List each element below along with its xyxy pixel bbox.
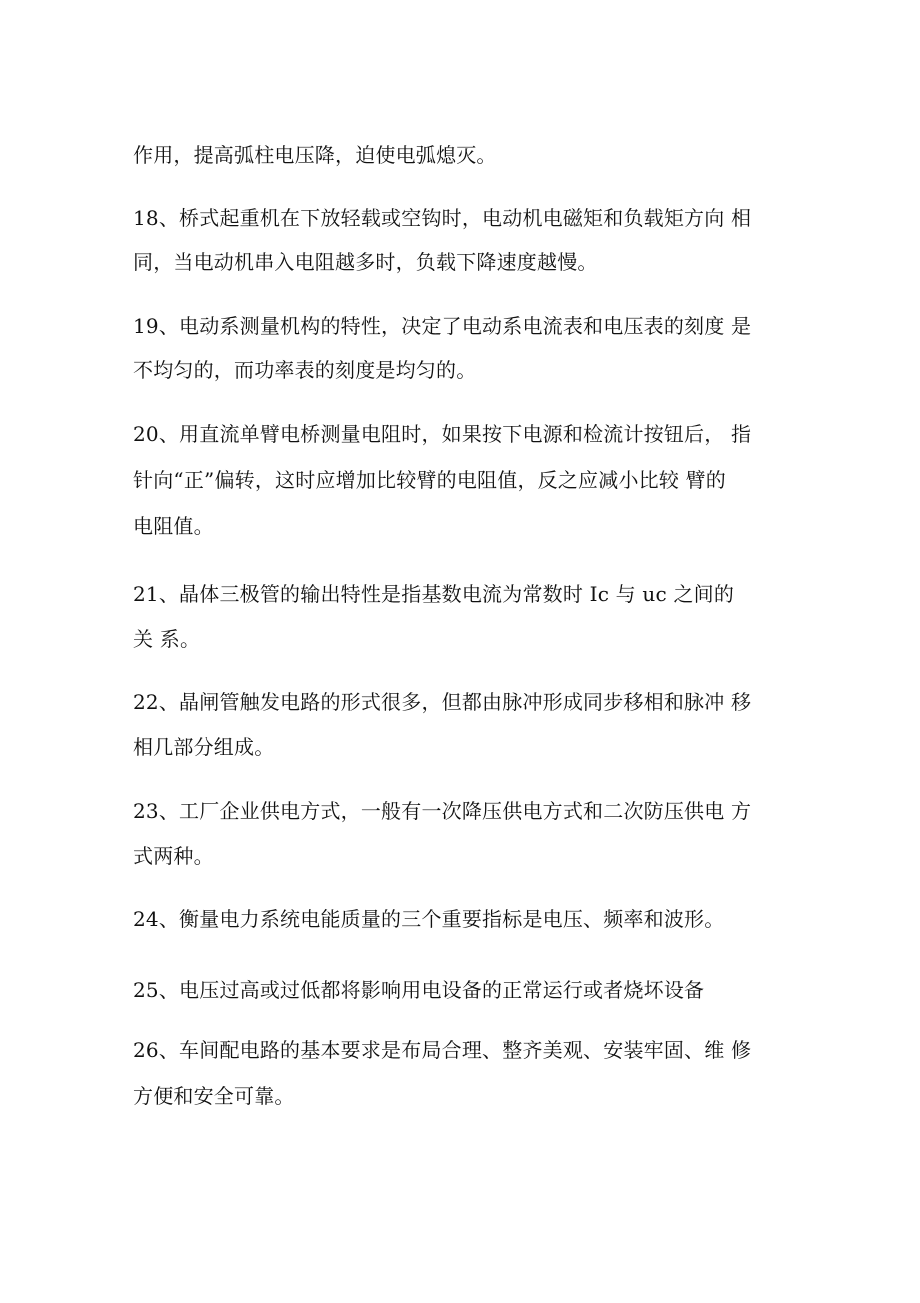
item-22-line-2: 相几部分组成。	[133, 735, 275, 759]
item-26-line-2: 方便和安全可靠。	[133, 1084, 295, 1108]
item-21-line-2: 关 系。	[133, 627, 201, 651]
item-23-line-2: 式两种。	[133, 844, 214, 868]
item-20-line-3: 电阻值。	[133, 514, 214, 538]
item-23-line-1: 23、工厂企业供电方式，一般有一次降压供电方式和二次防压供电 方	[133, 799, 752, 823]
item-25-line-1: 25、电压过高或过低都将影响用电设备的正常运行或者烧坏设备	[133, 978, 705, 1002]
item-18-line-1: 18、桥式起重机在下放轻载或空钩时，电动机电磁矩和负载矩方向 相	[133, 206, 752, 230]
item-22-line-1: 22、晶闸管触发电路的形式很多，但都由脉冲形成同步移相和脉冲 移	[133, 690, 752, 714]
item-19-line-1: 19、电动系测量机构的特性，决定了电动系电流表和电压表的刻度 是	[133, 314, 752, 338]
item-20-line-2: 针向“正”偏转，这时应增加比较臂的电阻值，反之应减小比较 臂的	[133, 468, 727, 492]
item-18-line-2: 同，当电动机串入电阻越多时，负载下降速度越慢。	[133, 250, 598, 274]
text-line-1: 作用，提高弧柱电压降，迫使电弧熄灭。	[133, 143, 497, 167]
item-21-line-1: 21、晶体三极管的输出特性是指基数电流为常数时 Ic 与 uc 之间的	[133, 582, 735, 606]
item-26-line-1: 26、车间配电路的基本要求是布局合理、整齐美观、安装牢固、维 修	[133, 1038, 752, 1062]
item-24-line-1: 24、衡量电力系统电能质量的三个重要指标是电压、频率和波形。	[133, 907, 725, 931]
item-19-line-2: 不均匀的，而功率表的刻度是均匀的。	[133, 358, 477, 382]
item-20-line-1: 20、用直流单臂电桥测量电阻时，如果按下电源和检流计按钮后， 指	[133, 422, 752, 446]
